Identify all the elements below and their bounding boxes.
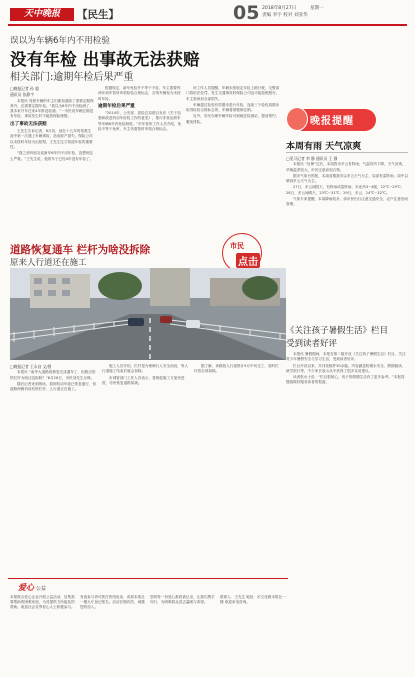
lead-subheading: 出了事故无法获赔 xyxy=(10,121,47,127)
weather-byline: □见习记者 李 静 通讯员 王 静 xyxy=(286,156,338,161)
ad-text: 您的每一份爱心都将被记录，让我们携手同行，为困难群众送去温暖与希望。 xyxy=(150,595,215,605)
photo-story-headline: 道路恢复通车 栏杆为啥没拆除 xyxy=(10,244,151,256)
photo-story-paragraph: 市城管部门工作人员表示，将督促施工方加快进度，尽快恢复道路原貌。 xyxy=(102,375,185,385)
ad-column-4 xyxy=(220,595,286,669)
ad-logo xyxy=(18,582,46,593)
column-story-paragraph: 读者张女士说：“栏目很贴心，孩子的假期生活有了更多参考。”本报将继续做好服务读者的报道。 xyxy=(286,375,405,385)
weather-paragraph: 本报讯 “处暑”过后，本周我市多云有阵雨，气温有所下降，天气凉爽，早晚温差较大，市民注意添加衣物。 xyxy=(286,162,406,172)
lead-paragraph: 车辆超过检验有效期未进行年检，连续三个检验周期未取得检验合格标志的，车辆将被强制注销。 xyxy=(186,102,280,113)
photo-story-byline: □晚报记者 王永昌 文/图 xyxy=(10,364,52,369)
issue-weekday: 星期一 xyxy=(310,6,324,11)
divider xyxy=(286,152,408,153)
lead-subhead: 相关部门:逾期年检后果严重 xyxy=(10,72,134,83)
photo-story-column-2 xyxy=(102,364,190,569)
section-label: 【民生】 xyxy=(77,9,119,21)
photo-story-paragraph: 随后记者来到现场，看到机动车道已恢复通行，但道路两侧仍设有铁栏杆，人行道正在施工。 xyxy=(10,381,97,392)
stamp-label-top: 市民 xyxy=(230,242,244,250)
news-photo xyxy=(10,268,286,360)
reminder-badge xyxy=(286,107,378,133)
masthead-rule xyxy=(8,24,407,26)
ad-column-3 xyxy=(150,595,216,669)
weather-headline: 本周有雨 天气凉爽 xyxy=(286,142,362,152)
lead-column-3 xyxy=(186,86,282,236)
photo-story-column-3 xyxy=(194,364,282,569)
lead-kicker: 误以为车辆6年内不用检验 xyxy=(10,36,110,46)
street-scene-image xyxy=(10,268,286,360)
lead-paragraph: 该工作人员提醒，车辆未按规定年检上路行驶，交警部门将依法处罚，发生交通事故时保险公司也可能拒绝赔付，车主需承担全部损失。 xyxy=(186,86,280,101)
lead-byline: □晚报记者 孙 超 xyxy=(10,86,39,91)
lead-paragraph: 王先生告诉记者，8月初，他在十几年的驾驶生涯中第一次遇上车辆事故，造成财产损失。保险公司以未按时年检为由拒赔，王先生这才知道年检的重要性。 xyxy=(10,129,93,149)
ad-column-2 xyxy=(80,595,146,669)
ad-text: 有意参与者可拨打热线电话，或到本报社一楼大厅登记报名。活动长期有效，诚邀您的加入。 xyxy=(80,595,145,610)
ad-logo-text: 爱心 xyxy=(18,583,34,592)
photo-story-subhead: 原来人行道还在施工 xyxy=(10,258,87,268)
lead-paragraph: 根据规定，新车免检并不等于不检，车主需要每两年到车管所申领检验合格标志，否则车辆视为未按时年检。 xyxy=(98,86,181,101)
stamp-label-bottom: 点击 xyxy=(236,253,260,268)
lead-paragraph: 本报讯 驾驶车辆的车主们都知道除了需要定期保养外，还需要定期年检。“我以为6年内不用检测了，我本来开车过来4年都没检测。”一市民说车辆过期没有年检，事故发生时不能按保险理赔。 xyxy=(10,98,94,119)
issue-date: 2018年8月27日 xyxy=(262,6,297,11)
column-story-paragraph: 本报讯 暑假期间，本报在第二版开设《关注孩子暑假生活》栏目，关注青少年暑假安全与学习生活，受到读者好评。 xyxy=(286,352,406,362)
lead-subheading: 逾期年检后果严重 xyxy=(98,103,135,109)
page-number: 05 xyxy=(233,2,260,24)
ad-text: 本报联合爱心企业开展公益活动，征集需要帮助的困难家庭，为其提供力所能及的帮助。欢迎社会各界爱心人士积极参与。 xyxy=(10,595,75,610)
editors-line: 责编 李宇 校对 刘亚华 xyxy=(262,13,308,18)
charity-ad xyxy=(8,578,288,673)
lead-column-2 xyxy=(98,86,182,236)
weather-paragraph: 据市气象台预报，本周前期我市以多云天气为主，局部有雷阵雨；周中以晴到多云天气为主。 xyxy=(286,173,408,184)
column-story xyxy=(286,352,408,672)
column-story-headline-2: 受到读者好评 xyxy=(286,339,338,349)
lead-headline: 没有年检 出事故无法获赔 xyxy=(10,50,200,69)
column-story-headline: 《关注孩子暑假生活》栏目 xyxy=(286,326,389,336)
lead-paragraph: “我之前听朋友说新车6年内不用年检，没想到这么严重。”王先生说，他的车子已经4年没有年检了。 xyxy=(10,151,94,161)
lead-paragraph: 另外，市民办理车辆年检可到就近检测站，提前预约，避免排队。 xyxy=(186,114,280,124)
weather-paragraph: 气象专家提醒，本周降雨较多，请市民出行注意交通安全，农户注意田间管理。 xyxy=(286,197,408,207)
badge-label: 晚报提醒 xyxy=(310,116,354,127)
bell-icon xyxy=(286,107,308,131)
lead-column-1 xyxy=(10,86,94,236)
photo-story-paragraph: 施工人员介绍，栏杆是为保障行人安全而设，等人行道施工结束后就会拆除。 xyxy=(102,364,189,374)
lead-paragraph: “2014年，公安部、质检总局联合发布《关于加强和改进机动车检验工作的意见》，推行非营运轿车等车辆6年内免检制度。”市车管所工作人员介绍，免检不等于免审，车主仍需按时申领合格标志。 xyxy=(98,111,182,132)
photo-story-column-1 xyxy=(10,364,98,569)
lead-byline-2: 通讯员 张静宇 xyxy=(10,92,34,98)
column-story-paragraph: 栏目开设以来，共刊发稿件30余篇，内容涵盖防溺水安全、假期阅读、研学旅行等，不少家长表示从中获得了很多实用建议。 xyxy=(286,363,406,373)
photo-story-paragraph: 本报讯 “南华大道路段修复完成通车了，但路边的铁栏杆为啥还没拆除？”8月26日，市民刘先生反映。 xyxy=(10,370,96,380)
ad-column-1 xyxy=(10,595,76,669)
ad-logo-subtext: 公益 xyxy=(36,586,47,592)
photo-story-paragraph: 据了解，该路段人行道预计9月中旬完工，届时栏杆将全部拆除。 xyxy=(194,364,279,374)
ad-text: 联系人：王先生 地址：市文化路本报社一楼 欢迎来电咨询。 xyxy=(220,595,286,605)
weather-paragraph: 27日，多云间阴天，有阵雨或雷阵雨，东北风3~4级，22℃~29℃；28日，多云间晴天，23℃~31℃；29日，多云，24℃~32℃。 xyxy=(286,185,405,195)
weather-story xyxy=(286,156,408,318)
newspaper-logo: 天中晚报 xyxy=(10,8,74,21)
citizen-click-stamp xyxy=(222,233,266,273)
